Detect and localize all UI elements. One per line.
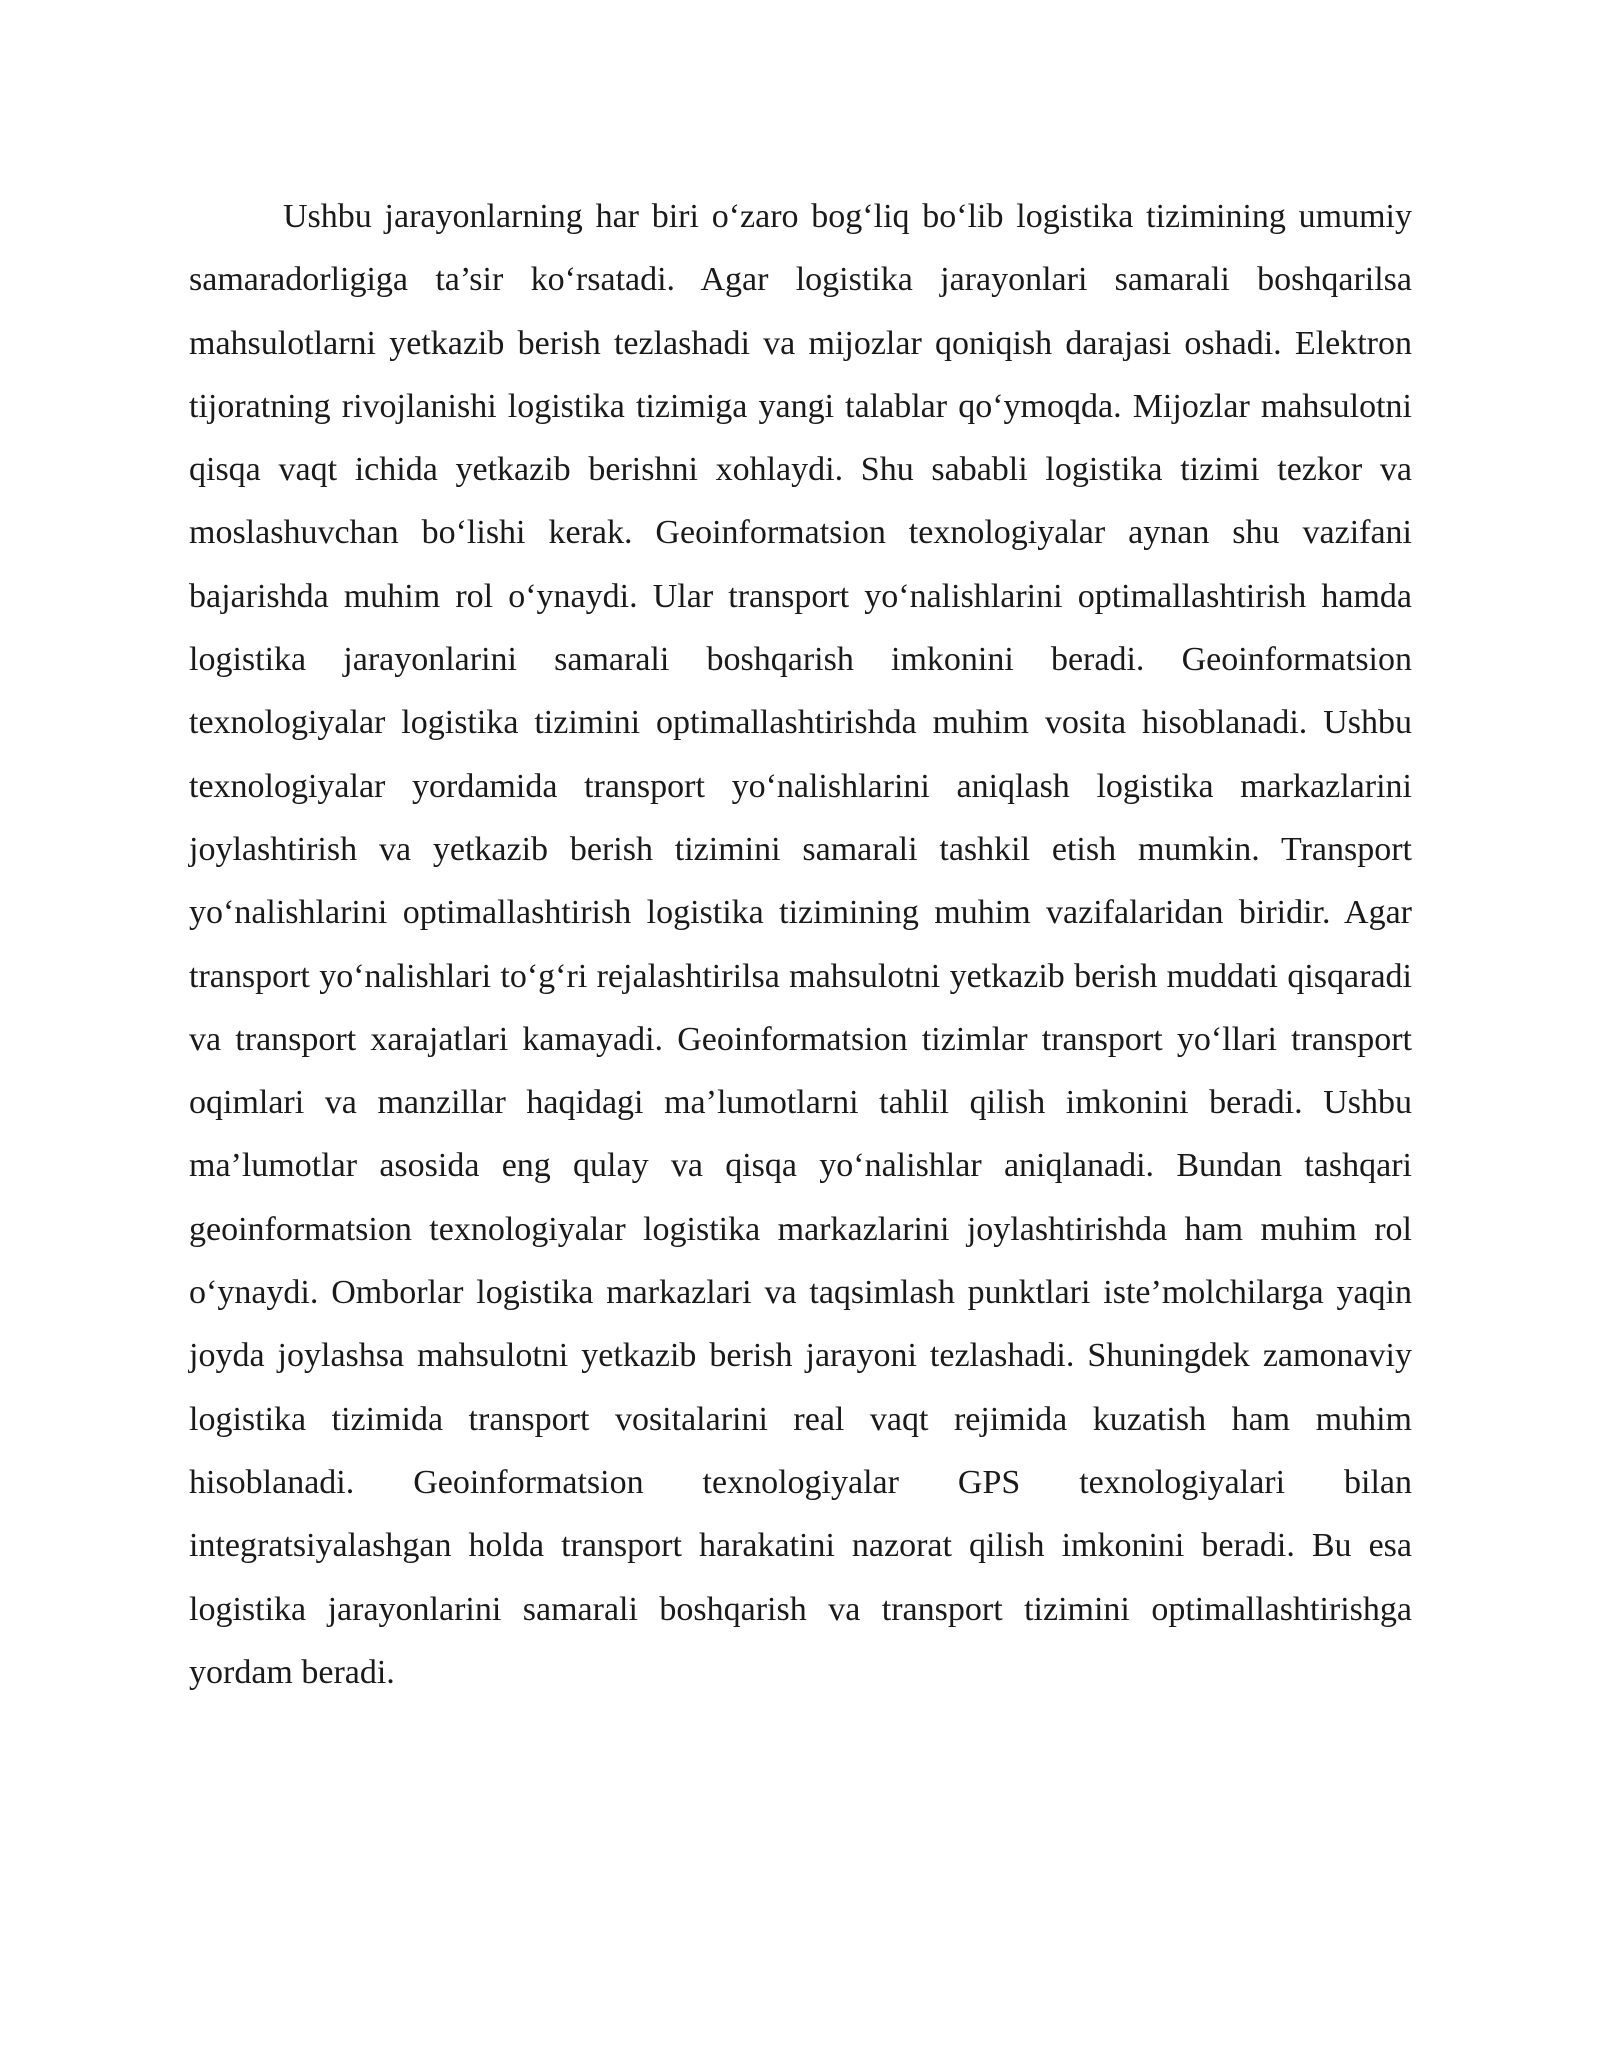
body-paragraph: Ushbu jarayonlarning har biri o‘zaro bog‘liq bo‘lib logistika tizimining umumiy samaradorligiga ta’sir ko‘rsatadi. Agar logistika jarayonlari samarali boshqarilsa mahsulotlarni yetkazib berish tezlashadi va mijozlar qoniqish darajasi oshadi. Elektron tijoratning rivojlanishi logistika tizimiga yangi talablar qo‘ymoqda. Mijozlar mahsulotni qisqa vaqt ichida yetkazib berishni xohlaydi. Shu sababli logistika tizimi tezkor va moslashuvchan bo‘lishi kerak. Geoinformatsion texnologiyalar aynan shu vazifani bajarishda muhim rol o‘ynaydi. Ular transport yo‘nalishlarini optimallashtirish hamda logistika jarayonlarini samarali boshqarish imkonini beradi. Geoinformatsion texnologiyalar logistika tizimini optimallashtirishda muhim vosita hisoblanadi. Ushbu texnologiyalar yordamida transport yo‘nalishlarini aniqlash logistika markazlarini joylashtirish va yetkazib berish tizimini samarali tashkil etish mumkin. Transport yo‘nalishlarini optimallashtirish logistika tizimining muhim vazifalaridan biridir. Agar transport yo‘nalishlari to‘g‘ri rejalashtirilsa mahsulotni yetkazib berish muddati qisqaradi va transport xarajatlari kamayadi. Geoinformatsion tizimlar transport yo‘llari transport oqimlari va manzillar haqidagi ma’lumotlarni tahlil qilish imkonini beradi. Ushbu ma’lumotlar asosida eng qulay va qisqa yo‘nalishlar aniqlanadi. Bundan tashqari geoinformatsion texnologiyalar logistika markazlarini joylashtirishda ham muhim rol o‘ynaydi. Omborlar logistika markazlari va taqsimlash punktlari iste’molchilarga yaqin joyda joylashsa mahsulotni yetkazib berish jarayoni tezlashadi. Shuningdek zamonaviy logistika tizimida transport vositalarini real vaqt rejimida kuzatish ham muhim hisoblanadi. Geoinformatsion texnologiyalar GPS texnologiyalari bilan integratsiyalashgan holda transport harakatini nazorat qilish imkonini beradi. Bu esa logistika jarayonlarini samarali boshqarish va transport tizimini optimallashtirishga yordam beradi. [189,198,1412,1691]
